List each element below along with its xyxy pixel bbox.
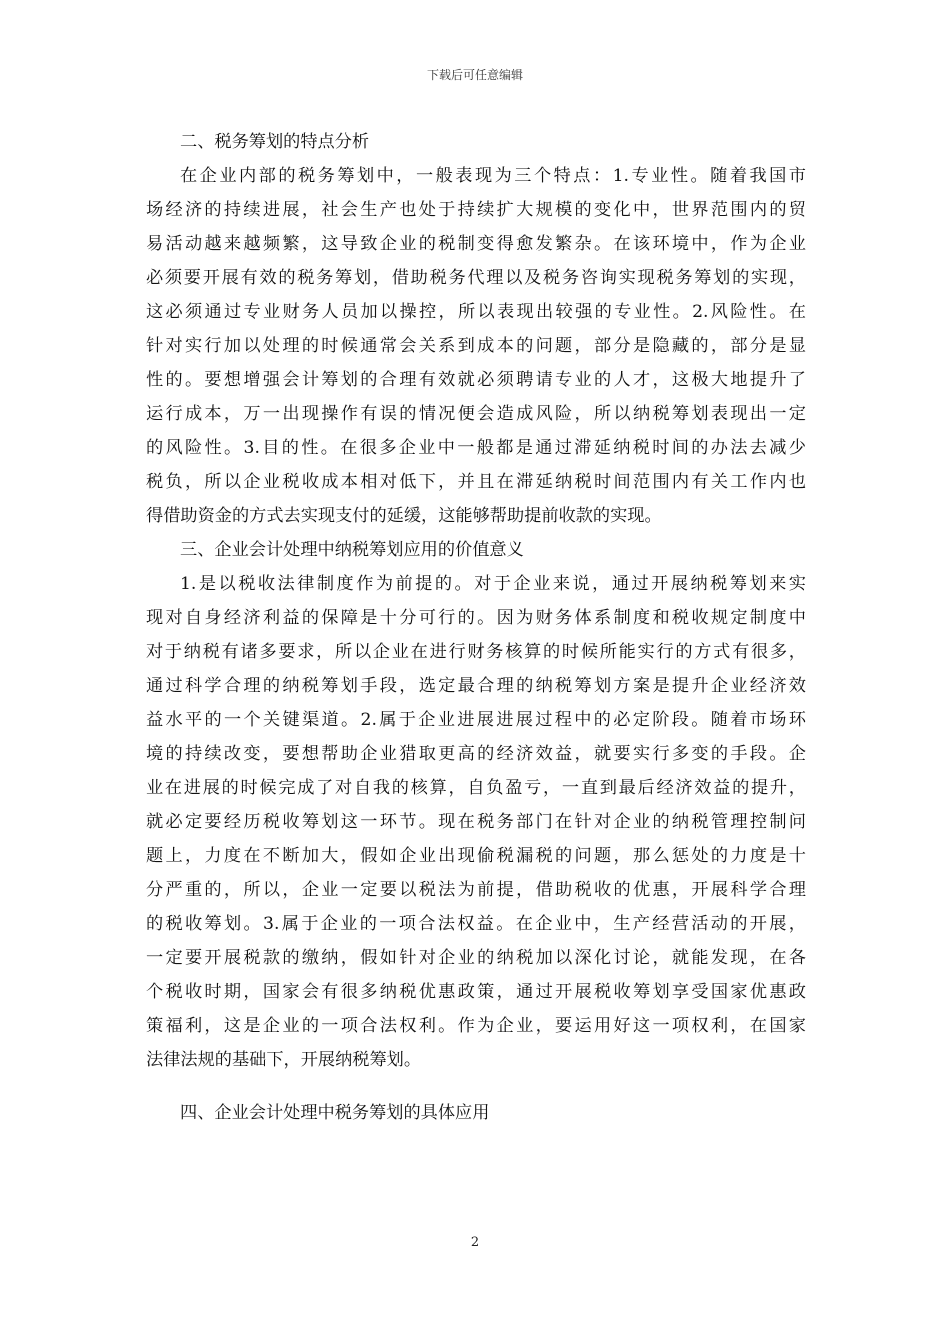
paragraph-line: 题上，力度在不断加大，假如企业出现偷税漏税的问题，那么惩处的力度是十 — [146, 846, 806, 866]
paragraph-line: 场经济的持续进展，社会生产也处于持续扩大规模的变化中，世界范围内的贸 — [146, 200, 806, 220]
paragraph-1 — [146, 159, 806, 533]
paragraph-line: 必须要开展有效的税务筹划，借助税务代理以及税务咨询实现税务筹划的实现， — [146, 268, 806, 288]
paragraph-line: 这必须通过专业财务人员加以操控，所以表现出较强的专业性。2.风险性。在 — [146, 302, 806, 322]
paragraph-line: 税负，所以企业税收成本相对低下，并且在滞延纳税时间范围内有关工作内也 — [146, 472, 806, 492]
page-header: 下载后可任意编辑 — [426, 68, 523, 82]
paragraph-line: 境的持续改变，要想帮助企业猎取更高的经济效益，就要实行多变的手段。企 — [146, 744, 806, 764]
document-body — [146, 125, 806, 1130]
paragraph-line: 1.是以税收法律制度作为前提的。对于企业来说，通过开展纳税筹划来实 — [180, 574, 806, 594]
paragraph-line: 法律法规的基础下，开展纳税筹划。 — [146, 1050, 422, 1070]
paragraph-line: 针对实行加以处理的时候通常会关系到成本的问题，部分是隐藏的，部分是显 — [146, 336, 806, 356]
section-heading-3: 三、企业会计处理中纳税筹划应用的价值意义 — [180, 540, 524, 560]
section-heading-4: 四、企业会计处理中税务筹划的具体应用 — [180, 1103, 490, 1123]
paragraph-line: 一定要开展税款的缴纳，假如针对企业的纳税加以深化讨论，就能发现，在各 — [146, 948, 806, 968]
paragraph-line: 在企业内部的税务筹划中，一般表现为三个特点：1.专业性。随着我国市 — [180, 166, 806, 186]
section-heading-2: 二、税务筹划的特点分析 — [180, 132, 370, 152]
paragraph-line: 个税收时期，国家会有很多纳税优惠政策，通过开展税收筹划享受国家优惠政 — [146, 982, 806, 1002]
paragraph-line: 业在进展的时候完成了对自我的核算，自负盈亏，一直到最后经济效益的提升， — [146, 778, 806, 798]
paragraph-line: 性的。要想增强会计筹划的合理有效就必须聘请专业的人才，这极大地提升了 — [146, 370, 806, 390]
paragraph-line: 易活动越来越频繁，这导致企业的税制变得愈发繁杂。在该环境中，作为企业 — [146, 234, 806, 254]
paragraph-line: 的风险性。3.目的性。在很多企业中一般都是通过滞延纳税时间的办法去减少 — [146, 438, 806, 458]
paragraph-line: 对于纳税有诸多要求，所以企业在进行财务核算的时候所能实行的方式有很多， — [146, 642, 806, 662]
paragraph-line: 分严重的，所以，企业一定要以税法为前提，借助税收的优惠，开展科学合理 — [146, 880, 806, 900]
paragraph-line: 现对自身经济利益的保障是十分可行的。因为财务体系制度和税收规定制度中 — [146, 608, 806, 628]
paragraph-line: 益水平的一个关键渠道。2.属于企业进展进展过程中的必定阶段。随着市场环 — [146, 710, 806, 730]
paragraph-line: 运行成本，万一出现操作有误的情况便会造成风险，所以纳税筹划表现出一定 — [146, 404, 806, 424]
paragraph-line: 就必定要经历税收筹划这一环节。现在税务部门在针对企业的纳税管理控制问 — [146, 812, 806, 832]
paragraph-line: 通过科学合理的纳税筹划手段，选定最合理的纳税筹划方案是提升企业经济效 — [146, 676, 806, 696]
paragraph-2 — [146, 567, 806, 1077]
paragraph-line: 的税收筹划。3.属于企业的一项合法权益。在企业中，生产经营活动的开展， — [146, 914, 806, 934]
paragraph-line: 得借助资金的方式去实现支付的延缓，这能够帮助提前收款的实现。 — [146, 506, 662, 526]
page-number: 2 — [470, 1235, 480, 1250]
paragraph-line: 策福利，这是企业的一项合法权利。作为企业，要运用好这一项权利，在国家 — [146, 1016, 806, 1036]
